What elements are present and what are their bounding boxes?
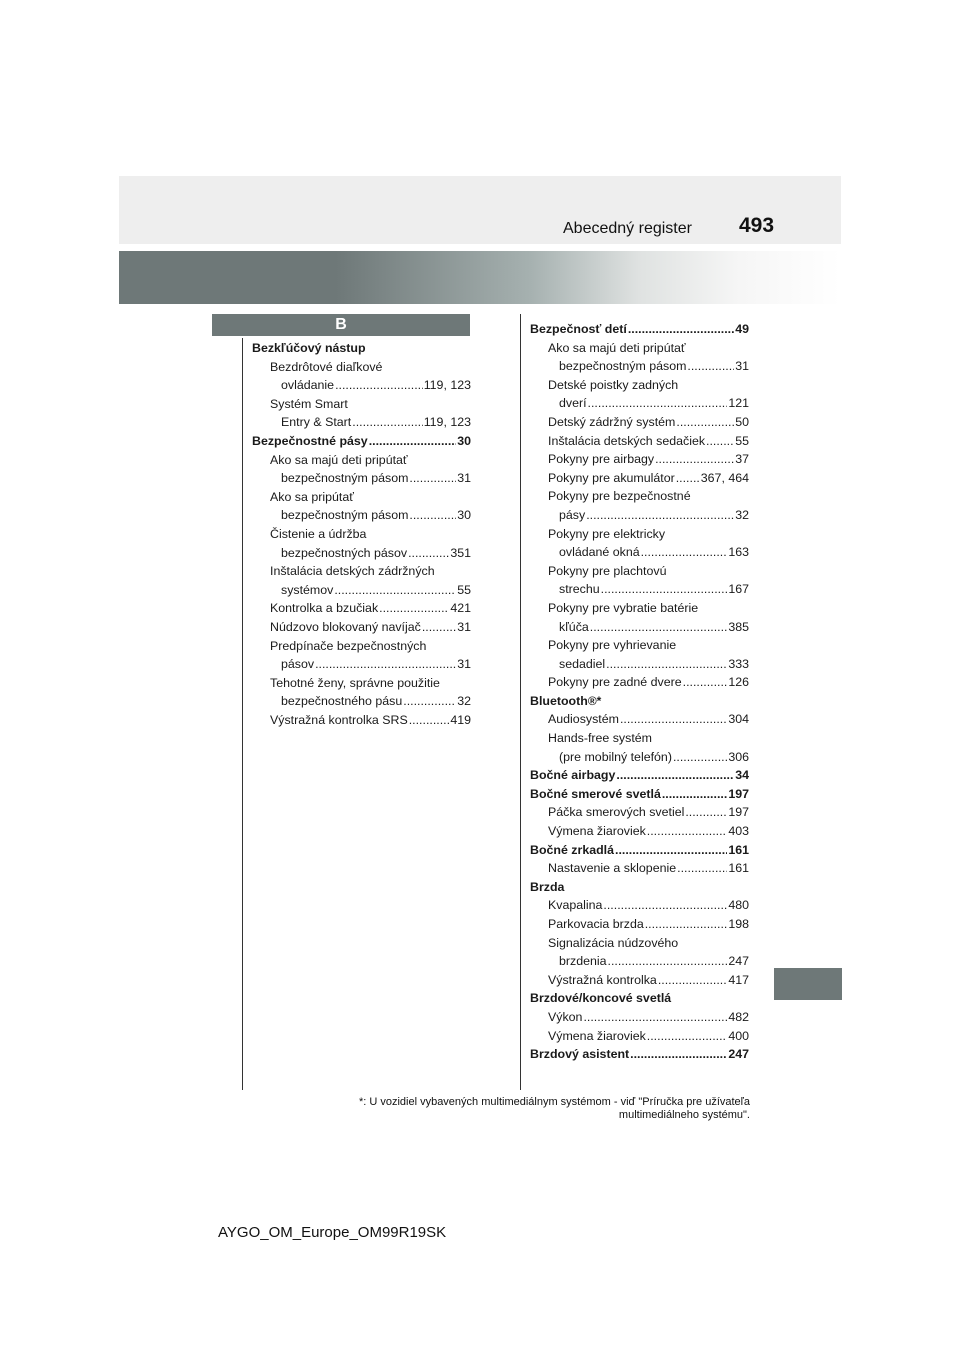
index-entry-page: 119, 123	[423, 415, 471, 430]
index-column-right	[530, 320, 749, 1064]
dot-leader	[615, 841, 727, 860]
dot-leader	[645, 915, 728, 934]
index-entry	[252, 674, 471, 693]
index-entry-term: brzdenia	[559, 954, 607, 969]
dot-leader	[583, 1008, 727, 1027]
footnote	[280, 1096, 750, 1122]
index-entry	[252, 469, 471, 488]
index-entry-term: Výmena žiaroviek	[548, 1028, 646, 1043]
index-entry-term: Systém Smart	[270, 396, 348, 411]
index-entry-term: Signalizácia núdzového	[548, 935, 679, 950]
index-entry-page: 119, 123	[423, 378, 471, 393]
index-entry-page: 197	[728, 786, 749, 801]
index-entry-page: 247	[728, 954, 749, 969]
index-entry-term: Entry & Start	[281, 415, 352, 430]
dot-leader	[673, 748, 727, 767]
dot-leader	[334, 581, 456, 600]
index-entry-page: 50	[735, 414, 749, 429]
running-header-title: Abecedný register	[563, 220, 692, 237]
index-entry	[530, 636, 749, 655]
dot-leader	[706, 432, 734, 451]
index-entry	[530, 339, 749, 358]
index-entry	[530, 785, 749, 804]
index-entry-page: 121	[728, 396, 749, 411]
dot-leader	[620, 710, 727, 729]
index-entry-page: 351	[450, 545, 471, 560]
index-entry	[252, 581, 471, 600]
index-entry-page: 55	[457, 582, 471, 597]
dot-leader	[315, 655, 456, 674]
document-code: AYGO_OM_Europe_OM99R19SK	[218, 1224, 447, 1241]
index-entry-term: Bočné airbagy	[530, 768, 616, 783]
dot-leader	[676, 469, 700, 488]
index-entry-page: 161	[728, 842, 749, 857]
dot-leader	[586, 506, 734, 525]
dot-leader	[590, 618, 728, 637]
index-entry	[252, 506, 471, 525]
index-entry-term: Bočné zrkadlá	[530, 842, 615, 857]
index-entry-term: Pokyny pre plachtovú	[548, 563, 667, 578]
index-entry-term: Hands-free systém	[548, 731, 652, 746]
index-entry-page: 480	[728, 898, 749, 913]
index-column-left	[252, 339, 471, 729]
index-entry	[530, 878, 749, 897]
index-entry-term: sedadiel	[559, 656, 606, 671]
index-entry-page: 198	[728, 917, 749, 931]
index-entry	[530, 915, 749, 934]
index-entry-page: 161	[728, 861, 749, 876]
index-entry	[530, 320, 749, 339]
dot-leader	[369, 432, 457, 451]
dot-leader	[628, 320, 734, 339]
index-entry-term: ovládané okná	[559, 545, 640, 560]
index-entry-term: Detský zádržný systém	[548, 414, 676, 429]
index-entry	[252, 637, 471, 656]
index-entry-page: 49	[735, 322, 749, 336]
chapter-side-tab	[774, 968, 842, 1000]
index-entry	[530, 506, 749, 525]
index-entry-term: Výmena žiaroviek	[548, 824, 646, 839]
index-entry-page: 167	[728, 582, 749, 597]
index-entry-page: 306	[728, 749, 749, 764]
index-entry	[530, 859, 749, 878]
index-entry-term: dverí	[559, 396, 587, 411]
dot-leader	[608, 952, 728, 971]
index-entry-page: 333	[728, 656, 749, 671]
dot-leader	[630, 1045, 727, 1064]
index-entry-page: 417	[728, 972, 749, 987]
index-entry	[252, 432, 471, 451]
index-entry-term: bezpečnostného pásu	[281, 694, 403, 709]
index-entry	[530, 618, 749, 637]
index-entry-page: 34	[735, 768, 749, 783]
index-entry	[530, 525, 749, 544]
dot-leader	[606, 655, 727, 674]
index-entry-page: 37	[735, 452, 749, 467]
index-entry	[530, 952, 749, 971]
index-entry-term: Pokyny pre bezpečnostné	[548, 489, 691, 504]
dot-leader	[687, 357, 734, 376]
index-entry-page: 367, 464	[700, 470, 749, 485]
index-entry-term: Pokyny pre akumulátor	[548, 470, 675, 485]
index-entry	[530, 766, 749, 785]
dot-leader	[685, 803, 727, 822]
index-entry-term: Brzdový asistent	[530, 1047, 630, 1062]
index-entry-term: Pokyny pre vybratie batérie	[548, 600, 699, 615]
index-entry-term: Bezkľúčový nástup	[252, 341, 366, 355]
index-entry-term: Bočné smerové svetlá	[530, 786, 661, 801]
header-gradient-band	[119, 251, 841, 304]
index-entry	[530, 710, 749, 729]
index-entry: Bluetooth ®*	[530, 692, 749, 711]
index-entry	[252, 544, 471, 563]
index-entry	[530, 413, 749, 432]
index-entry-term: Predpínače bezpečnostných	[270, 638, 427, 653]
index-entry	[530, 803, 749, 822]
index-entry	[530, 580, 749, 599]
index-entry	[530, 841, 749, 860]
dot-leader	[647, 1027, 728, 1046]
index-entry-term: Páčka smerových svetiel	[548, 805, 685, 820]
index-entry-term: Pokyny pre vyhrievanie	[548, 638, 677, 653]
index-entry-term: Inštalácia detských sedačiek	[548, 433, 706, 448]
index-entry	[530, 432, 749, 451]
index-entry	[530, 394, 749, 413]
index-entry	[530, 1027, 749, 1046]
index-entry-term: pásy	[559, 507, 586, 522]
dot-leader	[352, 413, 422, 432]
index-entry-term: bezpečnostným pásom	[281, 471, 409, 486]
dot-leader	[335, 376, 423, 395]
index-entry	[530, 822, 749, 841]
index-entry-page: 163	[728, 545, 749, 560]
dot-leader	[641, 543, 728, 562]
index-entry-page: 30	[457, 433, 471, 448]
index-entry	[252, 692, 471, 711]
index-entry-term: Bezpečnostné pásy	[252, 433, 368, 448]
index-entry-term: strechu	[559, 582, 600, 597]
index-entry	[530, 934, 749, 953]
dot-leader	[409, 506, 456, 525]
index-entry-page: 403	[728, 824, 749, 839]
index-entry	[530, 896, 749, 915]
dot-leader	[408, 544, 449, 563]
index-entry	[530, 1008, 749, 1027]
index-entry-term: Audiosystém	[548, 712, 619, 727]
index-entry	[530, 487, 749, 506]
index-entry-term: Výstražná kontrolka SRS	[270, 712, 408, 727]
dot-leader	[409, 711, 450, 730]
index-entry	[252, 376, 471, 395]
index-entry-term: Pokyny pre elektricky	[548, 526, 666, 541]
footnote-line-1: *: U vozidiel vybavených multimediálnym systémom - viď "Príručka pre užívateľa	[358, 1096, 750, 1108]
index-entry	[530, 748, 749, 767]
index-entry-page: 31	[457, 619, 471, 634]
index-entry-term: Čistenie a údržba	[270, 526, 367, 541]
dot-leader	[422, 618, 456, 637]
index-entry	[530, 469, 749, 488]
index-entry	[530, 599, 749, 618]
dot-leader	[658, 971, 728, 990]
header-band	[119, 176, 841, 244]
index-entry	[252, 655, 471, 674]
dot-leader	[588, 394, 728, 413]
index-entry-page: 247	[728, 1047, 749, 1062]
index-entry-page: 31	[457, 657, 471, 672]
index-entry-term: Detské poistky zadných	[548, 377, 679, 392]
index-entry-term: Kontrolka a bzučiak	[270, 601, 379, 616]
index-entry-term: Ako sa majú deti pripútať	[548, 340, 686, 355]
index-entry-page: 126	[728, 675, 749, 690]
index-entry-term: systémov	[281, 582, 334, 597]
index-entry-page: 400	[728, 1028, 749, 1043]
index-entry-page: 385	[728, 619, 749, 634]
index-entry	[252, 711, 471, 730]
page-number: 493	[739, 214, 775, 237]
dot-leader	[683, 673, 728, 692]
index-entry-term: Parkovacia brzda	[548, 917, 644, 931]
index-entry	[530, 376, 749, 395]
index-entry-term: Núdzovo blokovaný navíjač	[270, 619, 421, 634]
index-entry	[252, 488, 471, 507]
index-entry	[252, 358, 471, 377]
index-entry	[530, 1045, 749, 1064]
index-entry-term: ovládanie	[281, 378, 335, 393]
index-entry-term: Ako sa majú deti pripútať	[270, 452, 408, 467]
index-entry-term: Inštalácia detských zádržných	[270, 564, 435, 579]
index-entry	[530, 673, 749, 692]
index-entry-term: Nastavenie a sklopenie	[548, 861, 677, 876]
index-entry-page: 421	[450, 601, 471, 616]
index-entry-page: 32	[735, 507, 749, 522]
index-entry-page: 197	[728, 805, 749, 820]
index-entry	[252, 525, 471, 544]
dot-leader	[601, 580, 728, 599]
dot-leader	[677, 859, 727, 878]
index-entry-term: Bezpečnosť detí	[530, 322, 627, 336]
left-column-rule	[242, 338, 243, 1090]
index-entry-page: 31	[457, 471, 471, 486]
dot-leader	[662, 785, 727, 804]
index-entry	[530, 543, 749, 562]
index-entry-page: 32	[457, 694, 471, 709]
center-column-rule	[520, 314, 521, 1090]
dot-leader	[676, 413, 734, 432]
footnote-line-2: multimediálneho systému".	[618, 1109, 750, 1121]
index-entry	[530, 562, 749, 581]
index-entry-term: Tehotné ženy, správne použitie	[270, 675, 440, 690]
index-entry-page: 55	[735, 433, 749, 448]
index-entry-term: Ako sa pripútať	[270, 489, 354, 504]
index-entry	[252, 562, 471, 581]
index-entry	[252, 413, 471, 432]
index-entry	[530, 450, 749, 469]
index-entry-page: 304	[728, 712, 749, 727]
index-entry-term: Bezdrôtové diaľkové	[270, 359, 383, 374]
index-entry-term: Výstražná kontrolka	[548, 972, 657, 987]
index-entry-page: 31	[735, 359, 749, 374]
index-entry	[530, 357, 749, 376]
index-entry-page: 482	[728, 1009, 749, 1024]
index-entry-page: 419	[450, 712, 471, 727]
index-entry-term: bezpečnostným pásom	[559, 359, 687, 374]
dot-leader	[603, 896, 727, 915]
index-entry	[530, 729, 749, 748]
index-entry-term: bezpečnostným pásom	[281, 508, 409, 523]
index-entry	[530, 655, 749, 674]
index-entry-page: 30	[457, 508, 471, 523]
index-entry-term: Kvapalina	[548, 898, 603, 913]
index-entry-term: Bluetooth	[530, 693, 588, 708]
index-entry-term: Pokyny pre airbagy	[548, 452, 655, 467]
section-letter-header: B	[212, 314, 470, 336]
index-entry-term: kľúča	[559, 619, 589, 634]
dot-leader	[403, 692, 456, 711]
index-entry	[530, 989, 749, 1008]
index-entry	[252, 395, 471, 414]
dot-leader	[616, 766, 734, 785]
index-entry	[252, 451, 471, 470]
index-entry-term: pásov	[281, 657, 315, 672]
index-entry-term: bezpečnostných pásov	[281, 545, 408, 560]
index-entry-term: Výkon	[548, 1009, 583, 1024]
index-entry-term: Brzdové/koncové svetlá	[530, 991, 672, 1006]
index-entry	[530, 971, 749, 990]
dot-leader	[655, 450, 734, 469]
index-entry	[252, 599, 471, 618]
dot-leader	[379, 599, 449, 618]
dot-leader	[647, 822, 728, 841]
index-entry-term: (pre mobilný telefón)	[559, 749, 672, 764]
index-entry	[252, 339, 471, 358]
index-entry	[252, 618, 471, 637]
index-entry-term: Pokyny pre zadné dvere	[548, 675, 682, 690]
dot-leader	[409, 469, 456, 488]
index-entry-term: Brzda	[530, 879, 565, 894]
